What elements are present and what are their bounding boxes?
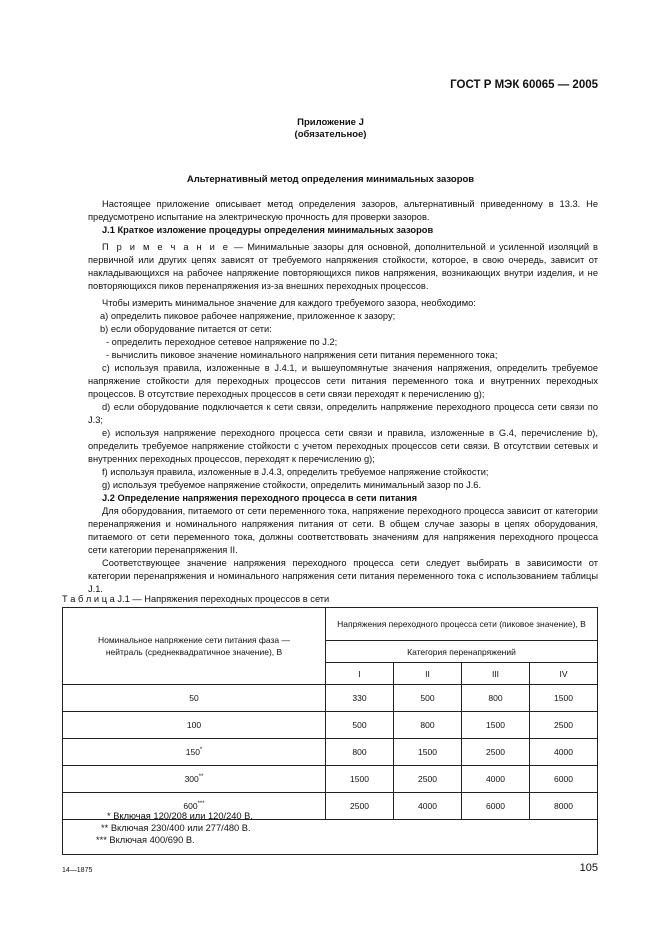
footnote-mark: ** bbox=[198, 774, 204, 781]
document-body bbox=[88, 198, 598, 596]
value-cell: 1500 bbox=[530, 685, 598, 712]
voltage-cell: 300** bbox=[63, 766, 326, 793]
footnote: ** Включая 230/400 или 277/480 В. bbox=[101, 823, 251, 833]
value-cell: 330 bbox=[326, 685, 394, 712]
value-cell: 4000 bbox=[530, 739, 598, 766]
note-paragraph bbox=[88, 241, 598, 293]
list-item-b2: - вычислить пиковое значение номинального напряжения сети питания переменного тока; bbox=[106, 350, 498, 360]
value-cell: 4000 bbox=[462, 766, 530, 793]
value-cell: 800 bbox=[394, 712, 462, 739]
value-cell: 800 bbox=[462, 685, 530, 712]
footnote: * Включая 120/208 или 120/240 В. bbox=[107, 811, 253, 821]
list-item-g: g) используя требуемое напряжение стойкости, определить минимальный зазор по J.6. bbox=[102, 480, 482, 490]
value-cell: 1500 bbox=[326, 766, 394, 793]
list-item-b: b) если оборудование питается от сети: bbox=[100, 324, 272, 334]
footnote: *** Включая 400/690 В. bbox=[96, 835, 195, 845]
intro-paragraph: Настоящее приложение описывает метод определения зазоров, альтернативный приведенному в 13.3. Не предусмотрено испытание на электрическую прочность для проверки зазоров. bbox=[88, 199, 598, 222]
transient-voltage-table bbox=[62, 607, 598, 820]
value-cell: 6000 bbox=[462, 793, 530, 820]
table-footnotes bbox=[62, 798, 598, 855]
appendix-title: Приложение J bbox=[297, 117, 364, 128]
main-title: Альтернативный метод определения минимальных зазоров bbox=[186, 174, 475, 185]
value-cell: 2500 bbox=[530, 712, 598, 739]
j2-paragraph-2: Соответствующее значение напряжения переходного процесса сети следует выбирать в зависимости от категории перенапряжения и номинального напряжения сети питания переменного тока с использованием таблицы J.1. bbox=[88, 558, 598, 594]
category-header: I bbox=[326, 663, 394, 685]
value-cell: 1500 bbox=[462, 712, 530, 739]
table-row bbox=[63, 712, 598, 739]
list-item-a: a) определить пиковое рабочее напряжение, приложенное к зазору; bbox=[100, 311, 396, 321]
table-row bbox=[63, 766, 598, 793]
group-header: Напряжения переходного процесса сети (пиковое значение), В bbox=[326, 608, 598, 641]
list-item-c: c) используя правила, изложенные в J.4.1, и вышеупомянутые значения напряжения, определить требуемое напряжение стойкости для переходных процессов сети питания переменного тока и внутренних переходных процессов. В отсутствие переходных процессов в сети связи переходят к перечислению g); bbox=[88, 363, 598, 399]
table-caption: Т а б л и ц а J.1 — Напряжения переходных процессов в сети bbox=[62, 594, 330, 604]
subgroup-header: Категория перенапряжений bbox=[326, 641, 598, 663]
section-j1-heading: J.1 Краткое изложение процедуры определения минимальных зазоров bbox=[102, 225, 434, 235]
note-text: — Минимальные зазоры для основной, дополнительной и усиленной изоляций в первичной или других цепях зависят от требуемого напряжения стойкости, которое, в свою очередь, зависит от накладывающихся на рабочее напряжение повторяющихся пиков напряжения, возникающих внутри изделия, и не повторяющихся пиков перенапряжения из-за внешних переходных процессов. bbox=[88, 242, 599, 291]
list-item-d: d) если оборудование подключается к сети связи, определить напряжение переходного процесса сети связи по J.3; bbox=[88, 402, 598, 425]
category-header: III bbox=[462, 663, 530, 685]
page-number: 105 bbox=[579, 862, 598, 874]
lead-paragraph: Чтобы измерить минимальное значение для каждого требуемого зазора, необходимо: bbox=[102, 298, 476, 308]
table-row bbox=[63, 685, 598, 712]
standard-header: ГОСТ Р МЭК 60065 — 2005 bbox=[450, 79, 598, 91]
table-row bbox=[63, 739, 598, 766]
voltage-cell: 600*** bbox=[63, 793, 326, 820]
value-cell: 500 bbox=[394, 685, 462, 712]
category-header: II bbox=[394, 663, 462, 685]
footnote-mark: *** bbox=[197, 801, 205, 808]
category-header: IV bbox=[530, 663, 598, 685]
list-item-e: e) используя напряжение переходного процесса сети связи и правила, изложенные в G.4, перечисление b), определить требуемое напряжение стойкости с учетом переходных процессов сети связи. В отсутствии сетевых и внутренних переходных процессов, переходят к перечислению g); bbox=[88, 428, 598, 464]
voltage-cell: 100 bbox=[63, 712, 326, 739]
voltage-cell: 50 bbox=[63, 685, 326, 712]
note-label: П р и м е ч а н и е bbox=[102, 242, 230, 252]
value-cell: 4000 bbox=[394, 793, 462, 820]
voltage-cell: 150* bbox=[63, 739, 326, 766]
value-cell: 2500 bbox=[394, 766, 462, 793]
appendix-status: (обязательное) bbox=[294, 129, 367, 140]
value-cell: 500 bbox=[326, 712, 394, 739]
section-j2-heading: J.2 Определение напряжения переходного процесса в сети питания bbox=[102, 493, 418, 503]
value-cell: 8000 bbox=[530, 793, 598, 820]
list-item-b1: - определить переходное сетевое напряжение по J.2; bbox=[106, 337, 338, 347]
value-cell: 2500 bbox=[326, 793, 394, 820]
col-voltage-header: Номинальное напряжение сети питания фаза — нейтраль (среднеквадратичное значение), В bbox=[63, 608, 326, 685]
value-cell: 1500 bbox=[394, 739, 462, 766]
j2-paragraph-1: Для оборудования, питаемого от сети переменного тока, напряжение переходного процесса зависит от категории перенапряжения и номинального напряжения питания от сети. В общем случае зазоры в цепях оборудования, питаемого от сети переменного тока, должны соответствовать значениям для напряжения переходного процесса сети категории перенапряжения II. bbox=[88, 506, 598, 555]
list-item-f: f) используя правила, изложенные в J.4.3, определить требуемое напряжение стойкости; bbox=[102, 467, 489, 477]
value-cell: 2500 bbox=[462, 739, 530, 766]
value-cell: 6000 bbox=[530, 766, 598, 793]
value-cell: 800 bbox=[326, 739, 394, 766]
footnote-mark: * bbox=[199, 747, 203, 754]
print-code: 14—1875 bbox=[62, 867, 93, 874]
